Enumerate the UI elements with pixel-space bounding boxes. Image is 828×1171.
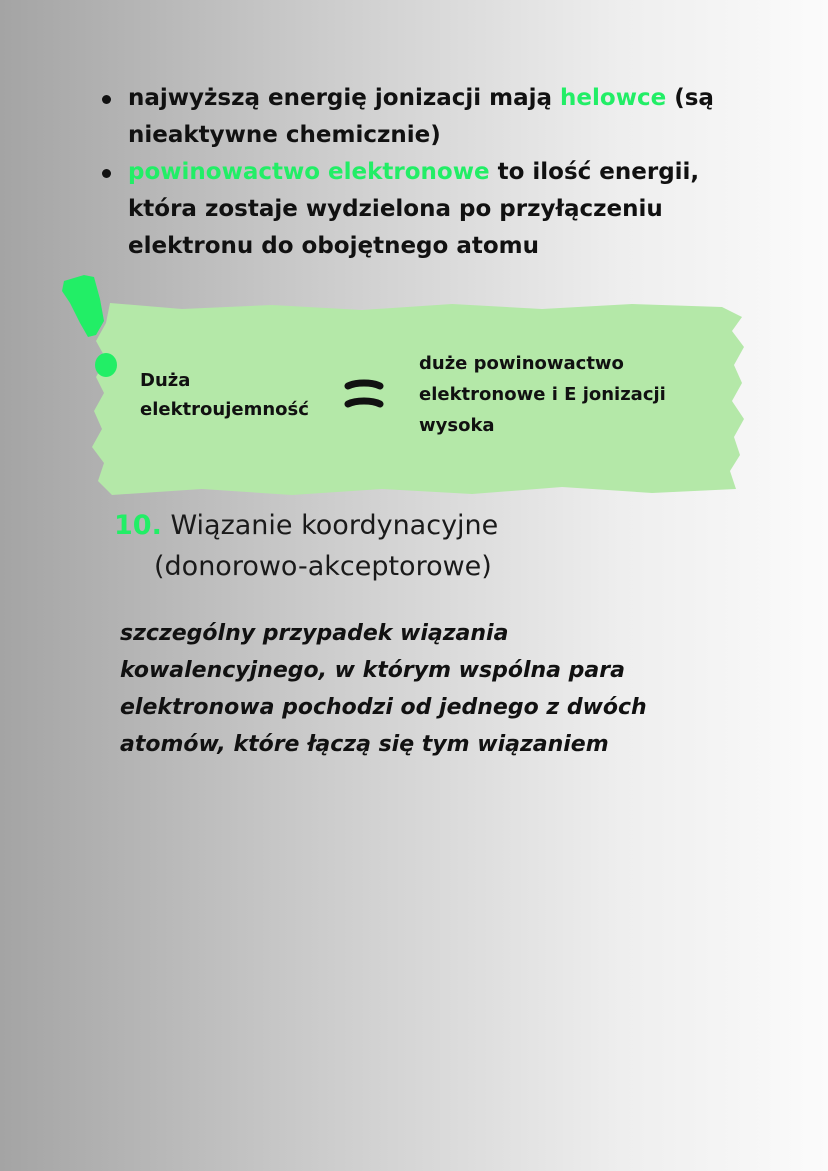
definition-paragraph: szczególny przypadek wiązania kowalencyjnego, w którym wspólna para elektronowa pochodzi od jednego z dwóch atomów, które łączą się tym wiązaniem bbox=[120, 621, 647, 757]
section-title-line2: (donorowo-akceptorowe) bbox=[154, 551, 492, 582]
box-right-line: elektronowe i E jonizacji bbox=[419, 384, 666, 405]
bullet-list bbox=[100, 80, 720, 265]
bullet-text: najwyższą energię jonizacji mają bbox=[128, 85, 561, 111]
box-right-text bbox=[419, 348, 719, 441]
bullet-ionization-energy bbox=[100, 80, 720, 154]
bullet-text: to ilość energii, która zostaje wydzielona po przyłączeniu elektronu do obojętnego atomu bbox=[128, 159, 700, 259]
section-title-line1: Wiązanie koordynacyjne bbox=[170, 510, 499, 541]
bullet-electron-affinity bbox=[100, 154, 720, 265]
bullet-text: (są nieaktywne chemicznie) bbox=[128, 85, 714, 148]
section-number: 10. bbox=[114, 510, 162, 541]
green-marker-dot bbox=[94, 352, 118, 378]
green-marker-stroke bbox=[60, 273, 106, 339]
box-left-line: Duża bbox=[140, 370, 191, 391]
box-right-line: duże powinowactwo bbox=[419, 353, 624, 374]
highlight-electron-affinity: powinowactwo elektronowe bbox=[128, 159, 490, 185]
box-left-line: elektroujemność bbox=[140, 399, 309, 420]
section-heading bbox=[114, 505, 764, 587]
box-right-line: wysoka bbox=[419, 415, 495, 436]
highlight-helowce: helowce bbox=[560, 85, 667, 111]
box-left-text bbox=[140, 366, 309, 424]
equals-sign-icon bbox=[344, 376, 384, 416]
